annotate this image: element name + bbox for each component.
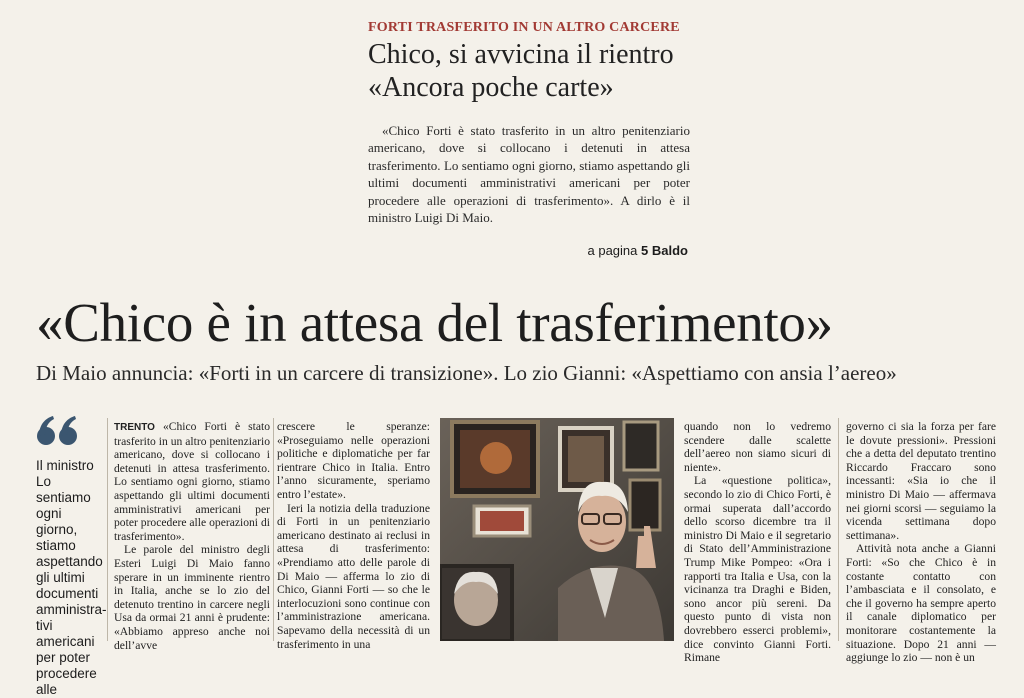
teaser-title bbox=[368, 38, 728, 104]
column-rule bbox=[107, 418, 108, 641]
col3-paragraph-1: quando non lo vedremo scendere dalle scalette dell’aereo non siamo sicuri di niente». bbox=[684, 420, 831, 474]
teaser-title-line2: «Ancora poche carte» bbox=[368, 72, 614, 103]
photo-illustration bbox=[440, 418, 674, 641]
col2-paragraph-2: Ieri la notizia della traduzione di Forti in un penitenziario americano destinato ai reclusi in attesa di trasferimento: «Prendiamo atto delle parole di Di Maio — afferma lo zio di Chico, Gianni Forti — so che le interlocuzioni sono continue con l’amministrazione americana. Sapevamo della necessità di un trasferimento in una bbox=[277, 501, 430, 651]
teaser-body-text: «Chico Forti è stato trasferito in un altro penitenziario americano, dove si collocano i detenuti in attesa trasferimento. Lo sentiamo ogni giorno, stiamo aspettando gli ultimi documenti amministrativi americani per poter procedere alle operazioni di trasferimento». A dirlo è il ministro Luigi Di Maio. bbox=[368, 123, 690, 226]
article-subhead: Di Maio annuncia: «Forti in un carcere di transizione». Lo zio Gianni: «Aspettiamo con ansia l’aereo» bbox=[36, 361, 897, 385]
col3-paragraph-2: La «questione politica», secondo lo zio di Chico Forti, è ormai superata dall’accordo dello scorso dicembre tra il ministro Di Maio e il segretario di Stato dell’Amministrazione Trump Mike Pompeo: «Ora i rapporti tra Italia e Usa, con la vicinanza tra Draghi e Biden, sono ancor più sereni. Da questo punto di vista non dovrebbero esserci problemi», dice convinto Gianni Forti. Rimane bbox=[684, 474, 831, 665]
quote-mark-icon bbox=[36, 414, 80, 454]
article-headline: «Chico è in attesa del trasferimento» bbox=[36, 292, 833, 353]
col4-paragraph-2: Attività nota anche a Gianni Forti: «So che Chico è in costante contatto con l’ambasciata e il consolato, e che il governo ha sempre aperto il canale diplomatico per monitorare costantemente la situazione. Dopo 21 anni — aggiunge lo zio — non è un bbox=[846, 542, 996, 665]
column-rule bbox=[838, 418, 839, 641]
dateline: TRENTO bbox=[114, 422, 155, 433]
teaser-title-line1: Chico, si avvicina il rientro bbox=[368, 39, 674, 70]
article-column-2 bbox=[277, 420, 430, 651]
pullquote: Il ministro Lo sentiamo ogni giorno, stiamo aspettando gli ultimi documenti amministra-tivi americani per poter procedere alle bbox=[36, 458, 107, 697]
col4-paragraph-1: governo ci sia la forza per fare le dovute pressioni». Pressioni che a detta del deputato trentino Riccardo Fraccaro sono incessanti: «Sia io che il ministro Di Maio — affermava nei giorni scorsi — seguiamo la vicenda settimana dopo settimana». bbox=[846, 420, 996, 542]
teaser-body bbox=[368, 122, 690, 226]
page-ref-author: Baldo bbox=[651, 243, 688, 258]
column-rule bbox=[273, 418, 274, 641]
col2-paragraph-1: crescere le speranze: «Proseguiamo nelle operazioni politiche e diplomatiche per far rientrare Chico in Italia. Entro l’anno sicuramente, speriamo entro l’estate». bbox=[277, 420, 430, 501]
article-column-4 bbox=[846, 420, 996, 665]
article-column-3 bbox=[684, 420, 831, 665]
page-ref-number: 5 bbox=[641, 243, 649, 258]
teaser-kicker: FORTI TRASFERITO IN UN ALTRO CARCERE bbox=[368, 20, 680, 35]
col1-paragraph-2: Le parole del ministro degli Esteri Luigi Di Maio fanno sperare in un imminente rientro in Italia, anche se lo zio del detenuto trentino in carcere negli Usa da ormai 21 anni è prudente: «Abbiamo appreso anche noi dell’avve bbox=[114, 543, 270, 652]
page-reference bbox=[520, 243, 688, 258]
page-ref-prefix: a pagina bbox=[587, 243, 638, 258]
col1-paragraph-1: «Chico Forti è stato trasferito in un altro penitenziario americano, dove si collocano i detenuti in attesa trasferimento. Lo sentiamo ogni giorno, stiamo aspettando gli ultimi documenti amministrativi americani per poter procedere alle operazioni di trasferimento». bbox=[114, 420, 270, 543]
article-column-1 bbox=[114, 420, 270, 652]
article-photo bbox=[440, 418, 674, 641]
